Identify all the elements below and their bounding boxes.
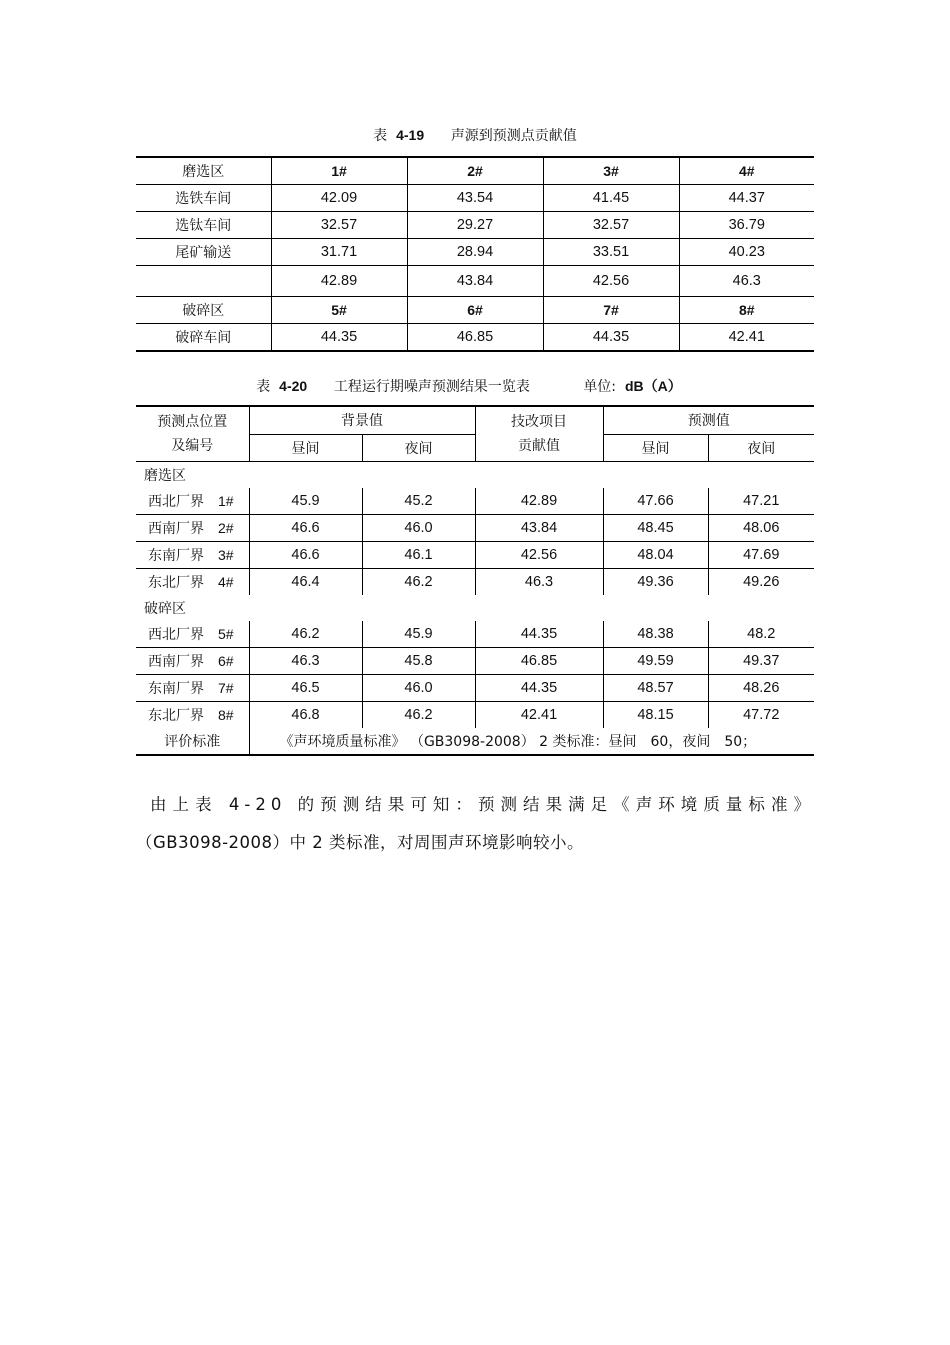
table-cell-pred-day: 48.15 xyxy=(603,702,708,729)
table-19-caption xyxy=(0,125,950,145)
table-cell-pred-day: 49.59 xyxy=(603,648,708,675)
header-contribution xyxy=(475,406,603,462)
table-row xyxy=(136,239,814,266)
table-cell-contrib: 42.89 xyxy=(475,488,603,515)
group-row xyxy=(136,462,814,489)
table-cell-pred-day: 47.66 xyxy=(603,488,708,515)
table-cell-bg-night: 46.2 xyxy=(362,702,475,729)
location-id: 4# xyxy=(218,574,234,590)
table-cell-bg-day: 46.4 xyxy=(249,569,362,596)
table-cell-contrib: 46.85 xyxy=(475,648,603,675)
location-id: 1# xyxy=(218,493,234,509)
table-cell-bg-night: 45.9 xyxy=(362,621,475,648)
table-cell: 46.85 xyxy=(407,324,543,352)
table-row xyxy=(136,212,814,239)
header-cell: 7# xyxy=(543,297,679,324)
location-id: 7# xyxy=(218,680,234,696)
location-id: 2# xyxy=(218,520,234,536)
table-cell-pred-night: 47.69 xyxy=(708,542,814,569)
location-cell xyxy=(136,648,249,675)
table-cell-contrib: 44.35 xyxy=(475,675,603,702)
location-cell xyxy=(136,488,249,515)
table-cell: 42.56 xyxy=(543,266,679,297)
table-cell-pred-night: 48.2 xyxy=(708,621,814,648)
table-cell: 44.37 xyxy=(679,185,814,212)
location-name: 东北厂界 xyxy=(148,575,204,591)
header-day: 昼间 xyxy=(603,434,708,462)
header-background: 背景值 xyxy=(249,406,475,434)
location-name: 东南厂界 xyxy=(148,681,204,697)
table-20-caption-title: 工程运行期噪声预测结果一览表 xyxy=(333,379,530,395)
header-location xyxy=(136,406,249,462)
table-row xyxy=(136,675,814,702)
table-cell: 32.57 xyxy=(543,212,679,239)
group-2-rows xyxy=(136,621,814,728)
table-cell: 32.57 xyxy=(271,212,407,239)
table-cell-bg-night: 45.2 xyxy=(362,488,475,515)
table-20-header-row xyxy=(136,406,814,434)
table-20-caption-label: 表 xyxy=(256,379,271,395)
table-cell: 43.84 xyxy=(407,266,543,297)
table-cell-bg-day: 46.5 xyxy=(249,675,362,702)
table-row xyxy=(136,648,814,675)
location-id: 6# xyxy=(218,653,234,669)
table-cell: 44.35 xyxy=(271,324,407,352)
standard-text: 《声环境质量标准》 （GB3098-2008） 2 类标准：昼间 60，夜间 50； xyxy=(249,728,814,755)
table-cell-pred-day: 48.04 xyxy=(603,542,708,569)
header-cell: 2# xyxy=(407,157,543,185)
table-19-caption-title: 声源到预测点贡献值 xyxy=(450,128,577,144)
location-name: 东南厂界 xyxy=(148,548,204,564)
row-label: 选钛车间 xyxy=(136,212,271,239)
table-cell-pred-day: 48.45 xyxy=(603,515,708,542)
header-cell: 6# xyxy=(407,297,543,324)
table-row xyxy=(136,621,814,648)
table-20-unit-label: 单位: xyxy=(583,379,617,395)
table-row xyxy=(136,542,814,569)
location-id: 8# xyxy=(218,707,234,723)
table-cell-bg-night: 46.0 xyxy=(362,675,475,702)
table-cell-pred-day: 48.38 xyxy=(603,621,708,648)
table-cell: 42.89 xyxy=(271,266,407,297)
location-cell xyxy=(136,621,249,648)
header-cell: 破碎区 xyxy=(136,297,271,324)
header-cell: 3# xyxy=(543,157,679,185)
table-cell: 40.23 xyxy=(679,239,814,266)
table-cell-pred-night: 49.26 xyxy=(708,569,814,596)
table-20-unit: dB（A） xyxy=(624,378,682,394)
table-row xyxy=(136,488,814,515)
header-night: 夜间 xyxy=(708,434,814,462)
table-cell-contrib: 42.56 xyxy=(475,542,603,569)
table-19-caption-number: 4-19 xyxy=(396,127,425,143)
header-predicted: 预测值 xyxy=(603,406,814,434)
table-cell-bg-night: 46.1 xyxy=(362,542,475,569)
table-20-caption-number: 4-20 xyxy=(279,378,308,394)
table-cell-bg-night: 46.2 xyxy=(362,569,475,596)
location-name: 东北厂界 xyxy=(148,708,204,724)
table-cell-pred-night: 48.06 xyxy=(708,515,814,542)
table-cell-pred-day: 48.57 xyxy=(603,675,708,702)
table-cell: 33.51 xyxy=(543,239,679,266)
table-row xyxy=(136,569,814,596)
location-cell xyxy=(136,702,249,729)
header-cell: 1# xyxy=(271,157,407,185)
table-cell: 41.45 xyxy=(543,185,679,212)
table-cell-contrib: 42.41 xyxy=(475,702,603,729)
table-cell: 36.79 xyxy=(679,212,814,239)
row-label xyxy=(136,266,271,297)
header-day: 昼间 xyxy=(249,434,362,462)
row-label: 破碎车间 xyxy=(136,324,271,352)
table-19-header2-row xyxy=(136,297,814,324)
table-row xyxy=(136,185,814,212)
table-19-header-row xyxy=(136,157,814,185)
location-name: 西南厂界 xyxy=(148,521,204,537)
location-cell xyxy=(136,515,249,542)
table-cell: 29.27 xyxy=(407,212,543,239)
table-cell: 43.54 xyxy=(407,185,543,212)
table-row xyxy=(136,515,814,542)
table-cell-contrib: 43.84 xyxy=(475,515,603,542)
location-id: 5# xyxy=(218,626,234,642)
table-row xyxy=(136,702,814,729)
table-cell: 42.09 xyxy=(271,185,407,212)
header-location-line2: 及编号 xyxy=(171,438,214,454)
location-cell xyxy=(136,675,249,702)
table-cell-bg-day: 46.6 xyxy=(249,515,362,542)
table-cell-bg-day: 46.2 xyxy=(249,621,362,648)
table-cell-contrib: 46.3 xyxy=(475,569,603,596)
header-location-line1: 预测点位置 xyxy=(157,414,228,430)
location-name: 西北厂界 xyxy=(148,494,204,510)
table-cell: 31.71 xyxy=(271,239,407,266)
table-cell-contrib: 44.35 xyxy=(475,621,603,648)
table-cell-pred-night: 47.72 xyxy=(708,702,814,729)
table-cell-pred-night: 47.21 xyxy=(708,488,814,515)
table-cell-pred-night: 49.37 xyxy=(708,648,814,675)
row-label: 尾矿输送 xyxy=(136,239,271,266)
table-row xyxy=(136,324,814,352)
table-cell-bg-day: 46.8 xyxy=(249,702,362,729)
location-cell xyxy=(136,569,249,596)
location-cell xyxy=(136,542,249,569)
table-20-caption xyxy=(0,376,944,396)
conclusion-line-2: （GB3098-2008）中 2 类标准，对周围声环境影响较小。 xyxy=(136,833,585,852)
standard-label: 评价标准 xyxy=(136,728,249,755)
table-cell-bg-day: 46.3 xyxy=(249,648,362,675)
table-20 xyxy=(136,405,814,756)
table-cell-pred-day: 49.36 xyxy=(603,569,708,596)
conclusion-line-1: 由上表 4-20 的预测结果可知：预测结果满足《声环境质量标准》 xyxy=(150,795,815,814)
header-contribution-line1: 技改项目 xyxy=(511,414,567,430)
standard-row xyxy=(136,728,814,755)
header-cell: 4# xyxy=(679,157,814,185)
table-19-caption-label: 表 xyxy=(373,128,388,144)
header-contribution-line2: 贡献值 xyxy=(518,438,560,454)
row-label: 选铁车间 xyxy=(136,185,271,212)
table-cell: 42.41 xyxy=(679,324,814,352)
table-cell-bg-night: 46.0 xyxy=(362,515,475,542)
table-cell: 46.3 xyxy=(679,266,814,297)
table-cell-bg-night: 45.8 xyxy=(362,648,475,675)
table-cell: 28.94 xyxy=(407,239,543,266)
table-row xyxy=(136,266,814,297)
table-19 xyxy=(136,156,814,352)
table-cell-bg-day: 46.6 xyxy=(249,542,362,569)
group-row xyxy=(136,595,814,621)
group-label: 破碎区 xyxy=(144,601,186,617)
table-cell: 44.35 xyxy=(543,324,679,352)
header-cell: 8# xyxy=(679,297,814,324)
location-name: 西北厂界 xyxy=(148,627,204,643)
header-cell: 磨选区 xyxy=(136,157,271,185)
table-cell-bg-day: 45.9 xyxy=(249,488,362,515)
header-cell: 5# xyxy=(271,297,407,324)
group-label: 磨选区 xyxy=(136,462,814,489)
header-night: 夜间 xyxy=(362,434,475,462)
group-1-rows xyxy=(136,488,814,595)
location-name: 西南厂界 xyxy=(148,654,204,670)
location-id: 3# xyxy=(218,547,234,563)
table-cell-pred-night: 48.26 xyxy=(708,675,814,702)
